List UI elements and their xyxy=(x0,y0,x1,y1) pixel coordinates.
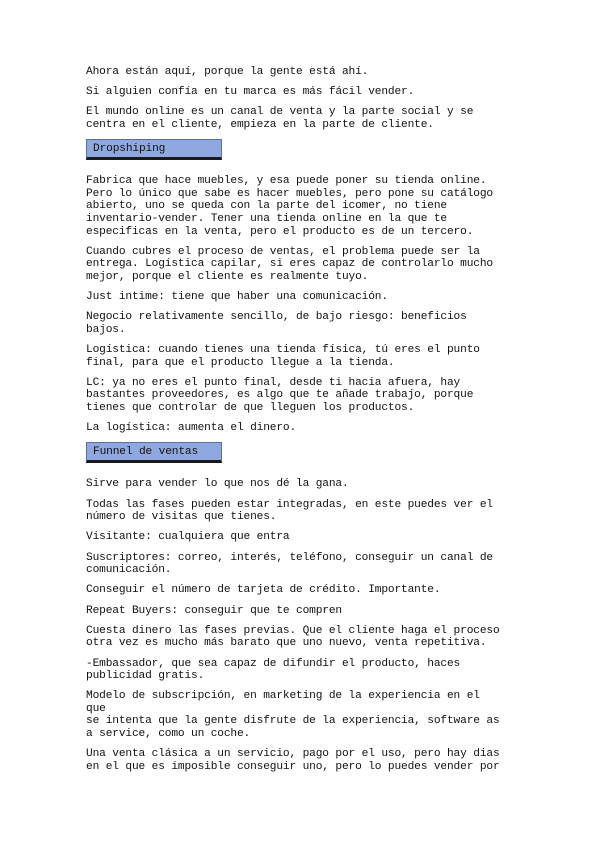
paragraph: Sirve para vender lo que nos dé la gana. xyxy=(86,478,349,491)
paragraph: Modelo de subscripción, en marketing de la experiencia en el que se intenta que la gente disfrute de la experiencia, software as a service, como un coche. xyxy=(86,690,500,741)
paragraph: Suscriptores: correo, interés, teléfono, conseguir un canal de comunicación. xyxy=(86,551,493,577)
paragraph: Visitante: cualquiera que entra xyxy=(86,531,290,544)
paragraph: Negocio relativamente sencillo, de bajo riesgo: beneficios bajos. xyxy=(86,311,467,336)
section-heading-dropshiping: Dropshiping xyxy=(86,139,222,160)
paragraph: Fabrica que hace muebles, y esa puede poner su tienda online. Pero lo único que sabe es hacer muebles, pero pone su catálogo abierto, uno se queda con la parte del icomer, no tiene inventario-vender. Tener una tienda online en la que te especificas en la venta, pero el producto es de un tercero. xyxy=(86,175,493,238)
paragraph: Just intime: tiene que haber una comunicación. xyxy=(86,291,388,304)
paragraph: El mundo online es un canal de venta y la parte social y se centra en el cliente, empieza en la parte de cliente. xyxy=(86,106,474,131)
paragraph: Ahora están aquí, porque la gente está ahí. xyxy=(86,66,369,78)
paragraph: La logística: aumenta el dinero. xyxy=(86,422,297,435)
document-page xyxy=(86,66,506,781)
paragraph: -Embassador, que sea capaz de difundir el producto, haces publicidad gratis. xyxy=(86,657,461,683)
paragraph: Cuesta dinero las fases previas. Que el cliente haga el proceso otra vez es mucho más barato que uno nuevo, venta repetitiva. xyxy=(86,624,500,650)
paragraph: Una venta clásica a un servicio, pago por el uso, pero hay dias en el que es imposible conseguir uno, pero lo puedes vender por xyxy=(86,748,500,773)
paragraph: Repeat Buyers: conseguir que te compren xyxy=(86,604,342,617)
paragraph: Si alguien confía en tu marca es más fácil vender. xyxy=(86,86,415,99)
paragraph: Conseguir el número de tarjeta de crédito. Importante. xyxy=(86,584,441,597)
paragraph: Todas las fases pueden estar integradas, en este puedes ver el número de visitas que tienes. xyxy=(86,498,493,524)
paragraph: LC: ya no eres el punto final, desde ti hacia afuera, hay bastantes proveedores, es algo que te añade trabajo, porque tienes que controlar de que lleguen los productos. xyxy=(86,376,474,415)
paragraph: Logística: cuando tienes una tienda física, tú eres el punto final, para que el producto llegue a la tienda. xyxy=(86,344,480,369)
section-heading-funnel: Funnel de ventas xyxy=(86,442,222,463)
paragraph: Cuando cubres el proceso de ventas, el problema puede ser la entrega. Logística capilar, si eres capaz de controlarlo mucho mejor, porque el cliente es realmente tuyo. xyxy=(86,245,493,283)
